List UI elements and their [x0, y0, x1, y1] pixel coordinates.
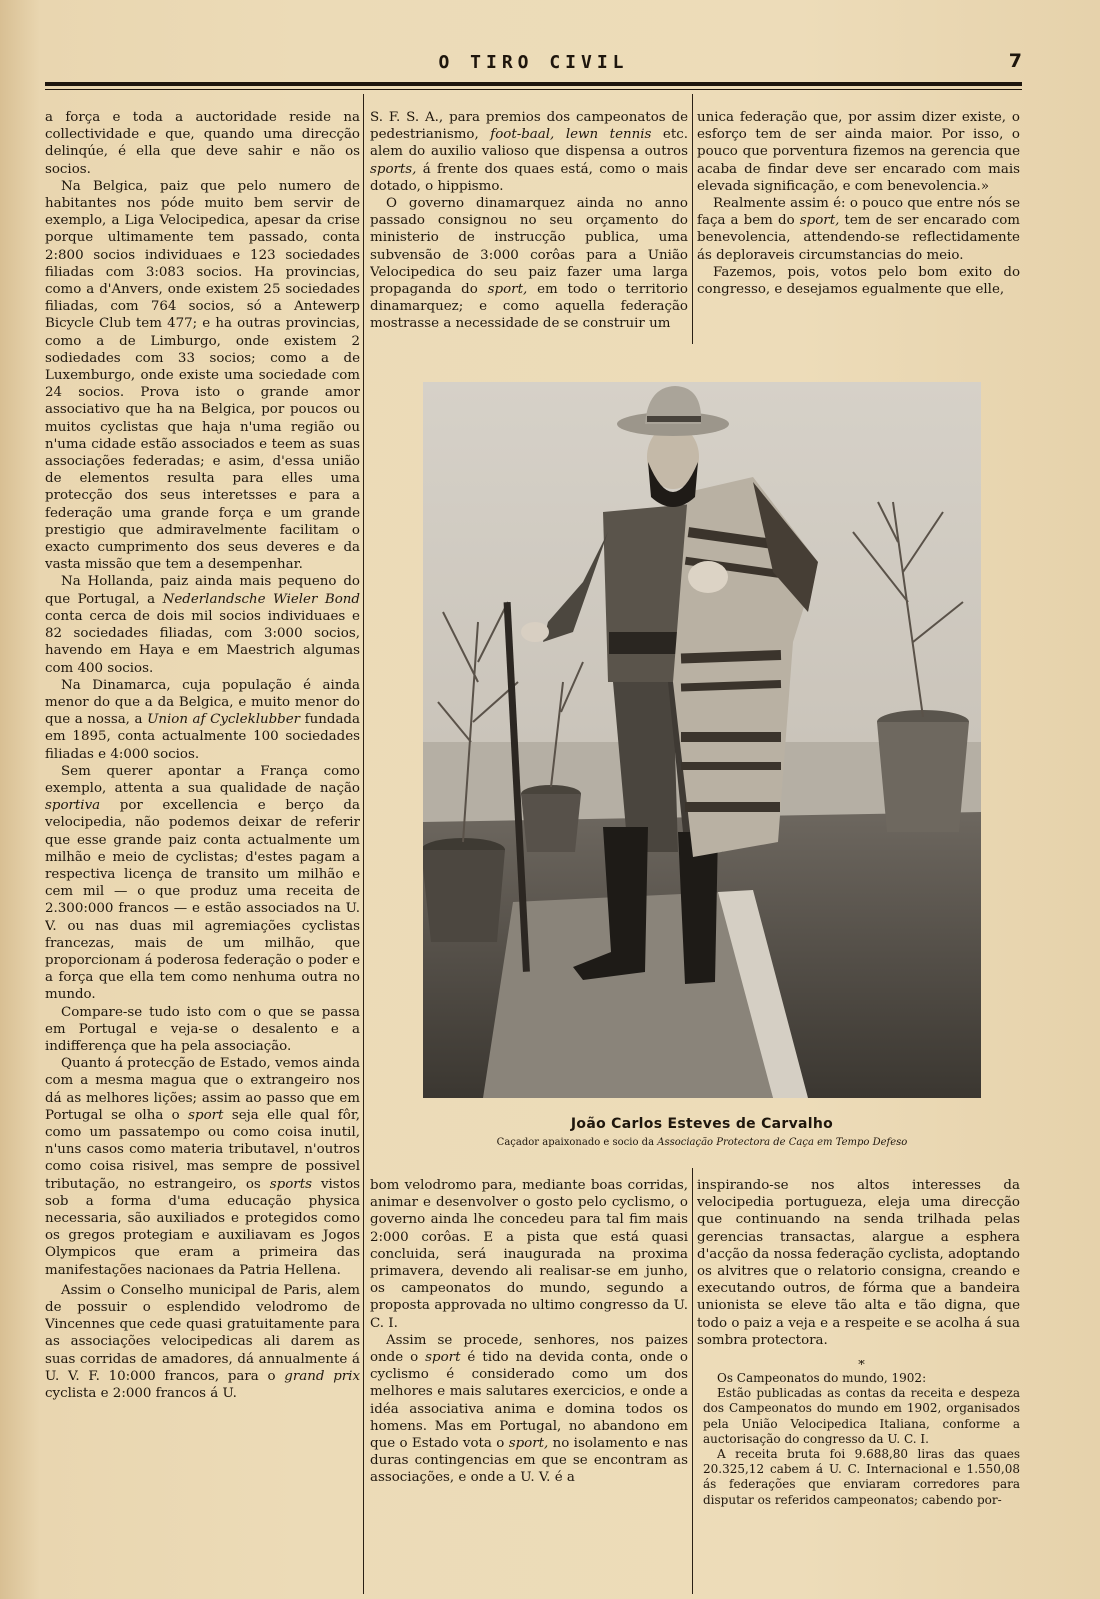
text: Sem querer apontar a França como exemplo, attenta a sua qualidade de nação: [45, 763, 360, 796]
text: Na Hollanda, paiz ainda mais pequeno do que Portugal, a: [45, 574, 360, 607]
paragraph-proteccao: [45, 1055, 360, 1279]
note-title: Os Campeonatos do mundo, 1902:: [717, 1371, 927, 1385]
italic-text: sport: [425, 1350, 461, 1366]
text: em todo o territorio dinamarquez; e como aquella federação mostrasse a necessidade de se construir um: [370, 282, 688, 332]
italic-text: Associação Protectora de Caça em Tempo Defeso: [657, 1137, 908, 1148]
note-paragraph: A receita bruta foi 9.688,80 liras das quaes 20.325,12 cabem á U. C. Internacional e 1.550,08 ás federações que enviaram corredores para disputar os referidos campeonatos; cabendo por-: [703, 1447, 1020, 1507]
portrait-image: [423, 382, 981, 1098]
italic-text: sport,: [487, 282, 528, 298]
paragraph-belgica: Na Belgica, paiz que pelo numero de habitantes nos póde muito bem servir de exemplo, a Liga Velocipedica, apesar da crise porque ultimamente tem passado, conta 2:800 socios individuaes e 123 sociedades filiadas com 3:083 socios. Ha provincias, como a d'Anvers, onde existem 25 sociedades filiadas, com 764 socios, só a Antewerp Bicycle Club tem 477; e ha outras provincias, como a de Limburgo, onde existem 2 sodiedades com 33 socios; como a de Luxemburgo, onde existe uma sociedade com 24 socios. Prova isto o grande amor associativo que ha na Belgica, por poucos ou muitos cyclistas que haja n'uma região ou n'uma cidade estão associados e teem as suas associações federadas; e asim, d'essa união de elementos resulta para elles uma protecção dos seus interetsses e para a federação uma grande força e um grande prestigio que admiravelmente facilitam o exacto cumprimento dos seus deveres e da vasta missão que tem a desempenhar.: [45, 178, 360, 573]
column-middle-top: [370, 109, 688, 347]
paragraph-compare: Compare-se tudo isto com o que se passa em Portugal e veja-se o desalento e a indifferença que ha pela associação.: [45, 1004, 360, 1054]
photo-caption-subtitle: [423, 1137, 981, 1148]
paragraph: Fazemos, pois, votos pelo bom exito do congresso, e desejamos egualmente que elle,: [697, 264, 1020, 298]
italic-text: Nederlandsche Wieler Bond: [162, 591, 360, 607]
text: por excellencia e berço da velocipedia, não podemos deixar de referir que esse grande paiz conta actualmente um milhão e meio de cyclistas; d'estes pagam a respectiva licença de transito um milhão e cem mil — o que produz uma receita de 2.300:000 francos — e estão associados na U. V. ou nas duas mil agremiações cyclistas francezas, mais de um milhão, que proporcionam á poderosa federação o poder e a força que ella tem como nenhuma outra no mundo.: [45, 798, 360, 1003]
text: cyclista e 2:000 francos á U.: [45, 1386, 237, 1402]
italic-text: sport: [188, 1107, 224, 1123]
paragraph: [370, 1332, 688, 1487]
italic-text: foot-baal, lewn tennis: [490, 127, 652, 143]
italic-text: sportiva: [45, 798, 101, 814]
paragraph-hollanda: [45, 573, 360, 676]
text: Quanto á protecção de Estado, vemos ainda com a mesma magua que o extrangeiro nos dá as melhores lições; assim ao passo que em Portugal se olha o: [45, 1056, 360, 1123]
paragraph: inspirando-se nos altos interesses da velocipedia portugueza, eleja uma direcção que continuando na senda trilhada pelas gerencias transactas, alargue a esphera d'acção da nossa federação cyclista, adoptando os alvitres que o relatorio consigna, creando e executando outros, de fórma que a bandeira unionista se eleve tão alta e tão digna, que todo o paiz a veja e a respeite e se acolha á sua sombra protectora.: [697, 1178, 1020, 1348]
text: S. F. S. A., para premios dos campeonatos de pedestrianismo,: [370, 110, 688, 143]
text: á frente dos quaes está, como o mais dotado, o hippismo.: [370, 161, 688, 194]
italic-text: sport,: [508, 1436, 549, 1452]
paragraph-paris: [45, 1282, 360, 1402]
paragraph-franca: [45, 763, 360, 1004]
text: O governo dinamarquez ainda no anno passado consignou no seu orçamento do ministerio de instrucção publica, uma subvensão de 3:000 corôas para a União Velocipedica do seu paiz fazer uma larga propaganda do: [370, 196, 688, 298]
column-divider: [692, 94, 693, 344]
text: Na Dinamarca, cuja população é ainda menor do que a da Belgica, e muito menor do que a nossa, a: [45, 677, 360, 728]
paragraph: a força e toda a auctoridade reside na collectividade e que, quando uma direcção delinqúe, é ella que deve sahir e não os socios.: [45, 110, 360, 177]
news-note: [703, 1360, 1020, 1595]
page-number: 7: [1008, 50, 1022, 72]
header-rule-thin: [45, 89, 1022, 90]
italic-text: grand prix: [284, 1368, 360, 1384]
paragraph-dinamarca: [45, 677, 360, 763]
column-divider: [363, 94, 364, 1594]
paragraph: [370, 109, 688, 195]
italic-text: sports: [269, 1176, 312, 1192]
text: Assim o Conselho municipal de Paris, alem de possuir o esplendido velodromo de Vincennes que cede quasi gratuitamente para as associações velocipedicas ali darem as suas corridas de amadores, dá annualmente á U. V. F. 10:000 francos, para o: [45, 1282, 360, 1384]
paragraph: bom velodromo para, mediante boas corridas, animar e desenvolver o gosto pelo cyclismo, o governo ainda lhe concedeu para tal fim mais 2:000 corôas. E a pista que está quasi concluida, será inaugurada na proxima primavera, devendo ali realisar-se em junho, os campeonatos do mundo, segundo a proposta approvada no ultimo congresso da U. C. I.: [370, 1178, 688, 1331]
text: conta cerca de dois mil socios individuaes e 82 sociedades filiadas, com 3:000 socios, havendo em Haya e em Maestrich algumas com 400 socios.: [45, 608, 360, 676]
text: Caçador apaixonado e socio da: [496, 1137, 658, 1148]
italic-text: sport,: [799, 213, 840, 229]
header-rule-thick: [45, 82, 1022, 86]
text: no isolamento e nas duras contingencias em que se encontram as associações, e onde a U. V. é a: [370, 1436, 688, 1486]
text: tem de ser encarado com benevolencia, attendendo-se reflectidamente ás deploraveis circumstancias do meio.: [697, 213, 1020, 263]
italic-text: sports,: [370, 161, 417, 177]
column-left: [45, 109, 360, 1589]
italic-text: Union af Cycleklubber: [147, 712, 301, 728]
column-middle-bottom: [370, 1177, 688, 1595]
column-divider: [692, 1168, 693, 1594]
text: Assim se procede, senhores, nos paizes onde o: [370, 1332, 688, 1366]
text: seja elle qual fôr, como um passatempo ou como coisa inutil, n'uns casos como materia tributavel, n'outros como coisa risivel, mas sempre de possivel tributação, no estrangeiro, os: [45, 1107, 360, 1192]
paragraph: [697, 195, 1020, 264]
paragraph: [370, 195, 688, 333]
text: etc. alem do auxilio valioso que dispensa a outros: [370, 127, 688, 160]
text: Realmente assim é: o pouco que entre nós se faça a bem do: [697, 196, 1020, 229]
column-right-bottom: [697, 1177, 1020, 1357]
text: fundada em 1895, conta actualmente 100 sociedades filiadas e 4:000 socios.: [45, 712, 360, 762]
text: é tido na devida conta, onde o cyclismo é considerado como um dos melhores e mais salutares exercicios, e onde a idéa associativa anima e domina todos os homens. Mas em Portugal, no abandono em que o Estado vota o: [370, 1350, 688, 1452]
photo-caption-name: João Carlos Esteves de Carvalho: [570, 1116, 834, 1132]
page-header: [45, 50, 1022, 76]
publication-title: O TIRO CIVIL: [438, 52, 629, 73]
text: vistos sob a forma d'uma educação physica necessaria, são auxiliados e protegidos como os gregos protegiam e auxiliavam es Jogos Olympicos que eram a primeira das manifestações nacionaes da Patria Hellena.: [45, 1176, 360, 1278]
portrait-photograph: [423, 382, 981, 1098]
separator-asterisk: *: [858, 1360, 865, 1373]
column-right-top: [697, 109, 1020, 347]
note-paragraph: Estão publicadas as contas da receita e despeza dos Campeonatos do mundo em 1902, organisados pela União Velocipedica Italiana, conforme a auctorisação do congresso da U. C. I.: [703, 1386, 1020, 1446]
paragraph: unica federação que, por assim dizer existe, o esforço tem de ser ainda maior. Por isso, o pouco que porventura fizemos na gerencia que acaba de findar deve ser encarado com mais elevada significação, e com benevolencia.»: [697, 110, 1020, 194]
